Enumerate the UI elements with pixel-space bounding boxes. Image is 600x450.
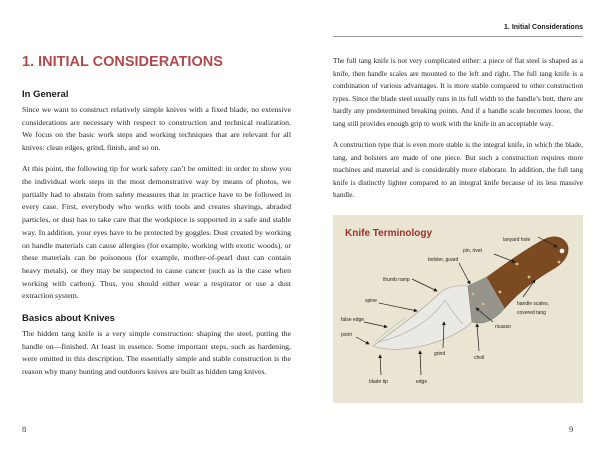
- pin: [472, 293, 475, 296]
- pin: [516, 263, 519, 266]
- section-heading-in-general: In General: [22, 89, 69, 100]
- label-handle-scales-line1: handle scales,: [517, 301, 549, 307]
- label-handle-scales-line2: covered tang: [517, 310, 546, 316]
- arrow-blade-tip: [380, 355, 381, 375]
- chapter-title: 1. INITIAL CONSIDERATIONS: [22, 54, 223, 70]
- paragraph: A construction type that is even more stable is the integral knife, in which the blade, tang, and bolsters are made of one piece. But such a construction requires more machines and material and is considerably more elaborate. In addition, the full tang knife is distinctly lighter compared to an integral knife because of its less massive handle.: [333, 140, 583, 200]
- right-text-column: [333, 24, 583, 211]
- label-false-edge: false edge: [341, 317, 365, 323]
- diagram-title: Knife Terminology: [345, 228, 433, 239]
- paragraph: At this point, the following tip for work safety can’t be omitted: in order to show you the individual work steps in the most demonstrative way by means of photos, we partially had to abstain from safety measures that in practice have to be followed in every case. First, everybody who works with tools and creates shavings, abraded particles, or dust has to take care that the workpiece is supported in a safe and stable way. In addition, your eyes have to be protected by goggles. Dust created by working on handle materials can cause allergies (for example, working with exotic woods), or these materials can be poisonous (for example, mother-of-pearl dust can contain heavy metals), or they may be suspected to cause cancer (such as is the case when working with carbon). Thus, you should either wear a respirator or use a dust extraction system.: [22, 164, 291, 301]
- label-spine: spine: [365, 298, 377, 304]
- label-grind: grind: [434, 351, 446, 357]
- arrow-edge: [420, 351, 421, 375]
- arrow-thumb-ramp: [412, 279, 437, 291]
- running-header: 1. Initial Considerations: [333, 24, 583, 37]
- handle-shape: [487, 237, 568, 308]
- pin: [528, 276, 531, 279]
- label-ricasso: ricasso: [495, 324, 511, 330]
- label-pin-rivet: pin, rivet: [463, 248, 482, 254]
- label-lanyard-hole: lanyard hole: [503, 237, 531, 243]
- arrow-pin-rivet: [494, 254, 515, 262]
- arrow-false-edge: [364, 322, 387, 327]
- right-body: [333, 55, 583, 202]
- label-choil: choil: [474, 355, 485, 361]
- arrow-choil: [477, 324, 479, 351]
- page-number-right: 9: [569, 424, 574, 434]
- label-blade-tip: blade tip: [369, 379, 388, 385]
- pin: [482, 303, 485, 306]
- label-thumb-ramp: thumb ramp: [383, 277, 410, 283]
- pin: [499, 291, 502, 294]
- arrow-bolster-guard: [459, 263, 470, 284]
- arrow-spine: [379, 303, 417, 311]
- label-edge: edge: [416, 379, 428, 385]
- page-number-left: 8: [22, 424, 27, 434]
- paragraph: Since we want to construct relatively simple knives with a fixed blade, no extensive considerations are necessary with respect to construction and technical realization. We focus on the basic work steps and working techniques that are relevant for all knives: clean edges, grind, finish, and so on.: [22, 105, 291, 153]
- arrow-point: [356, 337, 369, 344]
- knife-diagram-svg: [333, 215, 583, 403]
- section-in-general: [22, 89, 291, 379]
- paragraph: The hidden tang knife is a very simple construction: shaping the steel, putting the handle on—finished. At least in essence. Some important steps, such as hardening, were omitted in this description. The essentially simple and stable construction is the reason why many hunting and outdoors knives are built as hidden tang knives.: [22, 329, 291, 377]
- pin: [558, 261, 561, 264]
- left-text-column: [22, 55, 291, 387]
- section-heading-basics: Basics about Knives: [22, 313, 115, 325]
- lanyard-hole: [559, 248, 564, 253]
- paragraph: The full tang knife is not very complicated either: a piece of flat steel is shaped as a knife, then handle scales are mounted to the left and right. The full tang knife is a combination of various advantages. It is more stable compared to other construction types. Since the blade steel usually runs in its full width to the handle’s butt, there are hardly any predetermined breaking points. And if a handle scale becomes loose, the tang still provides enough grip to work with the knife in an acceptable way.: [333, 56, 583, 128]
- knife-terminology-diagram: [333, 215, 583, 403]
- label-bolster-guard: bolster, guard: [428, 257, 459, 263]
- label-point: point: [341, 332, 352, 338]
